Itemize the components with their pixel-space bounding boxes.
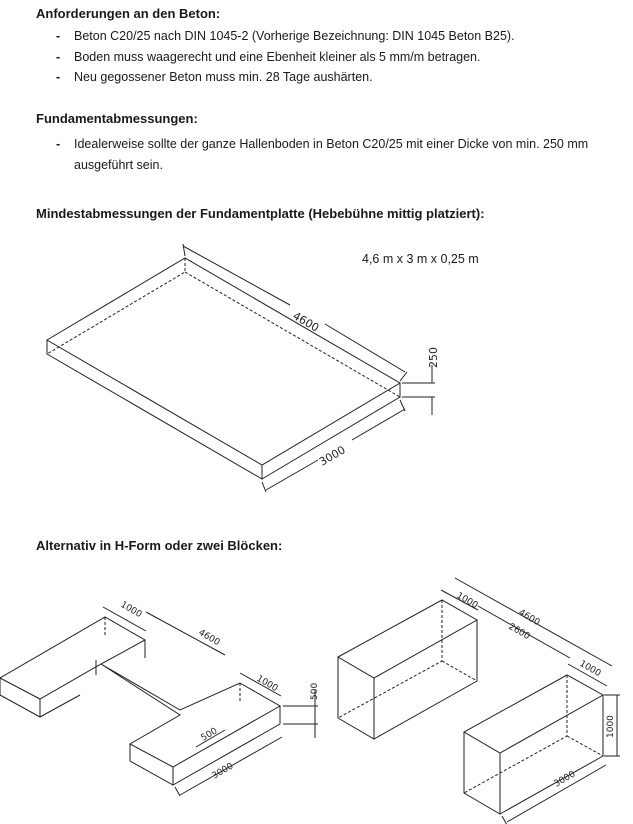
heading-alternative-forms: Alternativ in H-Form oder zwei Blöcken: [36, 538, 283, 553]
blocks-width2-label: 1000 [577, 658, 603, 680]
blocks-gap-label: 2600 [506, 621, 532, 643]
blocks-length-label: 4600 [516, 607, 542, 629]
h-depth-label: 3000 [210, 761, 236, 782]
list-item: - Idealerweise sollte der ganze Hallenboden in Beton C20/25 mit einer Dicke von min. 250 mm ausgeführt sein. [56, 134, 626, 175]
blocks-width1-label: 1000 [454, 590, 480, 612]
h-width2-label: 1000 [254, 673, 280, 695]
heading-min-plate-dimensions: Mindestabmessungen der Fundamentplatte (Hebebühne mittig platziert): [36, 206, 485, 221]
plate-thickness-label: 250 [427, 347, 440, 368]
plate-dimensions-text: 4,6 m x 3 m x 0,25 m [362, 252, 479, 266]
list-item: - Neu gegossener Beton muss min. 28 Tage aushärten. [56, 67, 515, 88]
two-blocks-drawing [338, 578, 620, 824]
blocks-height-label: 1000 [606, 715, 616, 738]
list-item: - Beton C20/25 nach DIN 1045-2 (Vorherige Bezeichnung: DIN 1045 Beton B25). [56, 26, 515, 47]
h-width1-label: 1000 [118, 599, 144, 621]
plate-length-label: 4600 [290, 309, 322, 335]
heading-concrete-requirements: Anforderungen an den Beton: [36, 6, 221, 21]
blocks-depth-label: 3000 [552, 769, 578, 790]
heading-foundation-dimensions: Fundamentabmessungen: [36, 111, 198, 126]
h-form-drawing [0, 607, 318, 796]
h-inner-label: 500 [199, 726, 220, 744]
plate-width-label: 3000 [317, 443, 348, 469]
h-height-label: 500 [310, 682, 320, 700]
foundation-plate-drawing [47, 244, 435, 492]
list-item: - Boden muss waagerecht und eine Ebenheit kleiner als 5 mm/m betragen. [56, 47, 515, 68]
h-length-label: 4600 [196, 627, 222, 649]
